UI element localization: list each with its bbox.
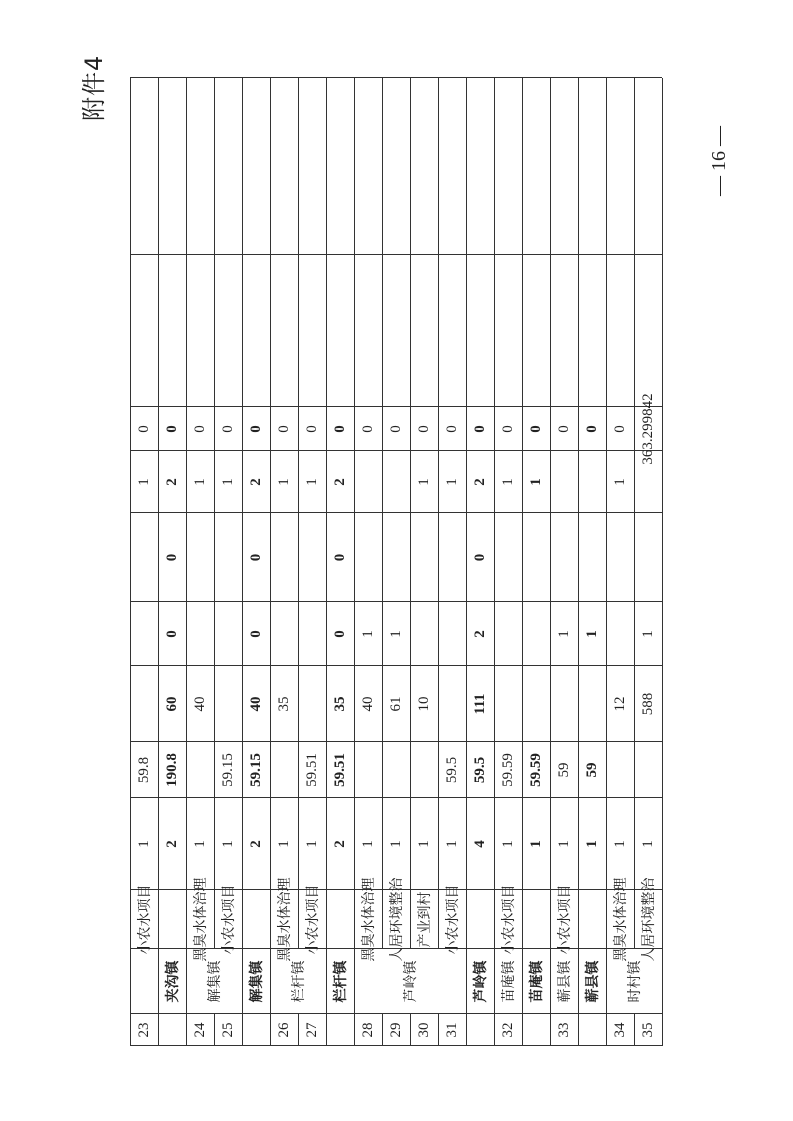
value-cell [606, 513, 634, 602]
value-cell [270, 255, 298, 407]
attachment-label: 附件4 [80, 54, 108, 121]
scale-cell: 10 [415, 696, 432, 712]
seq-cell: 26 [275, 1022, 292, 1038]
value-cell [298, 255, 326, 407]
project-cell [466, 890, 494, 949]
town-cell: 苗庵镇 [501, 960, 517, 1003]
count-cell: 1 [359, 840, 376, 848]
value-cell: 0 [191, 425, 208, 433]
value-cell [550, 451, 578, 513]
scale-cell [494, 666, 522, 742]
value-cell [354, 513, 382, 602]
seq-cell: 29 [387, 1022, 404, 1038]
count-cell: 2 [163, 840, 180, 848]
seq-cell: 32 [499, 1022, 516, 1038]
count-cell: 2 [247, 840, 264, 848]
value-cell: 1 [611, 478, 628, 486]
funds-cell: 59.15 [247, 753, 264, 787]
value-cell [354, 255, 382, 407]
funds-cell: 59.59 [499, 753, 516, 787]
value-cell: 0 [527, 425, 544, 433]
count-cell: 2 [331, 840, 348, 848]
funds-cell: 59.59 [527, 753, 544, 787]
project-cell: 小农水项目 [501, 884, 517, 955]
value-cell [522, 78, 550, 255]
value-cell [438, 255, 466, 407]
value-cell: 1 [555, 630, 572, 638]
value-cell [326, 78, 354, 255]
scale-cell: 12 [611, 696, 628, 712]
project-cell [242, 890, 270, 949]
value-cell [410, 78, 438, 255]
scale-cell: 40 [247, 696, 264, 712]
value-cell [578, 255, 606, 407]
project-cell: 人居环境整治 [389, 877, 405, 962]
seq-cell [466, 1014, 494, 1046]
scale-cell [130, 666, 158, 742]
seq-cell: 33 [555, 1022, 572, 1038]
value-cell [578, 78, 606, 255]
value-cell [214, 602, 242, 666]
value-cell: 1 [583, 630, 600, 638]
value-cell: 2 [471, 478, 488, 486]
value-cell: 1 [303, 478, 320, 486]
town-cell [130, 949, 158, 1014]
value-cell [578, 513, 606, 602]
value-cell: 0 [499, 425, 516, 433]
value-cell: 2 [247, 478, 264, 486]
scale-cell: 35 [331, 696, 348, 712]
value-cell [522, 602, 550, 666]
value-cell [186, 602, 214, 666]
value-cell [494, 602, 522, 666]
value-cell [130, 255, 158, 407]
value-cell [326, 255, 354, 407]
value-cell: 0 [387, 425, 404, 433]
value-cell [270, 602, 298, 666]
count-cell: 1 [415, 840, 432, 848]
funds-cell [634, 742, 662, 798]
value-cell [214, 255, 242, 407]
count-cell: 1 [135, 840, 152, 848]
value-cell: 0 [247, 425, 264, 433]
value-cell [130, 602, 158, 666]
value-cell [466, 255, 494, 407]
value-cell [242, 78, 270, 255]
value-cell [410, 602, 438, 666]
value-cell [382, 255, 410, 407]
value-cell: 0 [471, 553, 488, 562]
funds-cell [382, 742, 410, 798]
count-cell: 1 [555, 840, 572, 848]
value-cell: 0 [163, 553, 180, 562]
count-cell: 1 [191, 840, 208, 848]
seq-cell: 31 [443, 1022, 460, 1038]
page-number: — 16 — [708, 126, 730, 196]
value-cell: 0 [247, 630, 264, 638]
funds-cell [186, 742, 214, 798]
value-cell: 0 [611, 425, 628, 433]
town-cell: 时村镇 [627, 960, 643, 1003]
project-cell: 黑臭水体治理 [361, 877, 377, 962]
count-cell: 1 [639, 840, 656, 848]
value-cell: 2 [331, 478, 348, 486]
funds-cell: 59 [555, 762, 572, 778]
town-cell: 苗庵镇 [529, 960, 545, 1003]
value-cell: 0 [443, 425, 460, 433]
seq-cell: 23 [135, 1022, 152, 1038]
town-cell: 蕲县镇 [557, 960, 573, 1003]
value-cell [186, 255, 214, 407]
value-cell: 1 [415, 478, 432, 486]
project-cell [522, 890, 550, 949]
seq-cell: 28 [359, 1022, 376, 1038]
seq-cell [522, 1014, 550, 1046]
value-cell: 1 [135, 478, 152, 486]
seq-cell: 25 [219, 1022, 236, 1038]
value-cell [186, 78, 214, 255]
scale-cell: 61 [387, 696, 404, 712]
value-cell [606, 602, 634, 666]
data-table [130, 78, 662, 1046]
count-cell: 1 [499, 840, 516, 848]
value-cell [466, 78, 494, 255]
town-cell: 栏杆镇 [333, 960, 349, 1003]
value-cell [550, 513, 578, 602]
count-cell: 1 [219, 840, 236, 848]
value-cell: 1 [191, 478, 208, 486]
value-cell: 1 [527, 478, 544, 486]
value-cell: 0 [275, 425, 292, 433]
value-cell [606, 255, 634, 407]
count-cell: 4 [471, 840, 488, 848]
count-cell: 1 [387, 840, 404, 848]
value-cell [410, 513, 438, 602]
project-cell [158, 890, 186, 949]
funds-cell: 59.51 [303, 753, 320, 787]
scale-cell: 60 [163, 696, 180, 712]
funds-cell [606, 742, 634, 798]
value-cell: 0 [359, 425, 376, 433]
value-cell [382, 78, 410, 255]
scale-cell [438, 666, 466, 742]
value-cell: 0 [163, 425, 180, 433]
value-cell [130, 78, 158, 255]
seq-cell: 30 [415, 1022, 432, 1038]
value-cell [214, 513, 242, 602]
value-cell [438, 78, 466, 255]
value-cell: 0 [163, 630, 180, 638]
funds-cell [354, 742, 382, 798]
value-cell: 0 [583, 425, 600, 433]
value-cell: 0 [219, 425, 236, 433]
count-cell: 1 [611, 840, 628, 848]
scale-cell: 40 [359, 696, 376, 712]
value-cell [522, 255, 550, 407]
value-cell: 1 [387, 630, 404, 638]
value-cell [270, 513, 298, 602]
project-cell: 小农水项目 [557, 884, 573, 955]
funds-cell: 59.5 [443, 756, 460, 784]
value-cell [634, 78, 662, 255]
value-cell: 363.299842 [639, 393, 656, 465]
seq-cell [158, 1014, 186, 1046]
seq-cell [326, 1014, 354, 1046]
scale-cell [550, 666, 578, 742]
value-cell [578, 451, 606, 513]
project-cell: 人居环境整治 [641, 877, 657, 962]
project-cell: 黑臭水体治理 [613, 877, 629, 962]
value-cell [354, 78, 382, 255]
seq-cell [242, 1014, 270, 1046]
scale-cell [214, 666, 242, 742]
value-cell [634, 255, 662, 407]
value-cell: 0 [303, 425, 320, 433]
value-cell [354, 451, 382, 513]
value-cell [550, 78, 578, 255]
value-cell: 1 [219, 478, 236, 486]
value-cell [298, 602, 326, 666]
scale-cell [578, 666, 606, 742]
value-cell: 0 [415, 425, 432, 433]
value-cell: 2 [163, 478, 180, 486]
project-cell: 黑臭水体治理 [193, 877, 209, 962]
value-cell [214, 78, 242, 255]
funds-cell: 190.8 [163, 753, 180, 787]
town-cell: 芦岭镇 [473, 960, 489, 1003]
value-cell [130, 513, 158, 602]
funds-cell: 59.51 [331, 753, 348, 787]
funds-cell [270, 742, 298, 798]
value-cell: 0 [247, 553, 264, 562]
scale-cell [298, 666, 326, 742]
count-cell: 1 [275, 840, 292, 848]
project-cell [578, 890, 606, 949]
seq-cell: 24 [191, 1022, 208, 1038]
value-cell [522, 513, 550, 602]
value-cell [298, 78, 326, 255]
project-cell: 黑臭水体治理 [277, 877, 293, 962]
value-cell: 1 [359, 630, 376, 638]
value-cell [438, 513, 466, 602]
value-cell [382, 513, 410, 602]
row-line [662, 78, 663, 1046]
value-cell [186, 513, 214, 602]
project-cell: 小农水项目 [445, 884, 461, 955]
count-cell: 1 [527, 840, 544, 848]
scale-cell [522, 666, 550, 742]
scale-cell: 40 [191, 696, 208, 712]
value-cell [410, 255, 438, 407]
value-cell [242, 255, 270, 407]
value-cell [550, 255, 578, 407]
scale-cell: 111 [471, 693, 488, 715]
value-cell [270, 78, 298, 255]
town-cell: 蕲县镇 [585, 960, 601, 1003]
value-cell [298, 513, 326, 602]
value-cell: 0 [331, 630, 348, 638]
value-cell [494, 78, 522, 255]
seq-cell: 27 [303, 1022, 320, 1038]
value-cell [606, 78, 634, 255]
value-cell [494, 513, 522, 602]
value-cell [158, 78, 186, 255]
funds-cell: 59 [583, 762, 600, 778]
scale-cell: 35 [275, 696, 292, 712]
project-cell [326, 890, 354, 949]
count-cell: 1 [583, 840, 600, 848]
value-cell: 0 [331, 553, 348, 562]
town-cell: 芦岭镇 [403, 960, 419, 1003]
funds-cell: 59.5 [471, 756, 488, 784]
town-cell: 栏杆镇 [291, 960, 307, 1003]
value-cell: 0 [331, 425, 348, 433]
value-cell: 0 [135, 425, 152, 433]
value-cell: 2 [471, 630, 488, 638]
scale-cell: 588 [639, 692, 656, 716]
town-cell: 解集镇 [249, 960, 265, 1003]
value-cell [494, 255, 522, 407]
funds-cell: 59.15 [219, 753, 236, 787]
value-cell: 1 [639, 630, 656, 638]
value-cell [438, 602, 466, 666]
seq-cell: 35 [639, 1022, 656, 1038]
funds-cell: 59.8 [135, 756, 152, 784]
value-cell [634, 513, 662, 602]
value-cell: 1 [275, 478, 292, 486]
value-cell: 1 [499, 478, 516, 486]
seq-cell: 34 [611, 1022, 628, 1038]
value-cell: 1 [443, 478, 460, 486]
funds-cell [410, 742, 438, 798]
value-cell: 0 [471, 425, 488, 433]
count-cell: 1 [443, 840, 460, 848]
value-cell [382, 451, 410, 513]
town-cell: 解集镇 [207, 960, 223, 1003]
value-cell: 0 [555, 425, 572, 433]
count-cell: 1 [303, 840, 320, 848]
project-cell: 小农水项目 [305, 884, 321, 955]
value-cell [158, 255, 186, 407]
project-cell: 小农水项目 [137, 884, 153, 955]
seq-cell [578, 1014, 606, 1046]
project-cell: 小农水项目 [221, 884, 237, 955]
town-cell: 夹沟镇 [165, 960, 181, 1003]
project-cell: 产业到村 [417, 891, 433, 948]
